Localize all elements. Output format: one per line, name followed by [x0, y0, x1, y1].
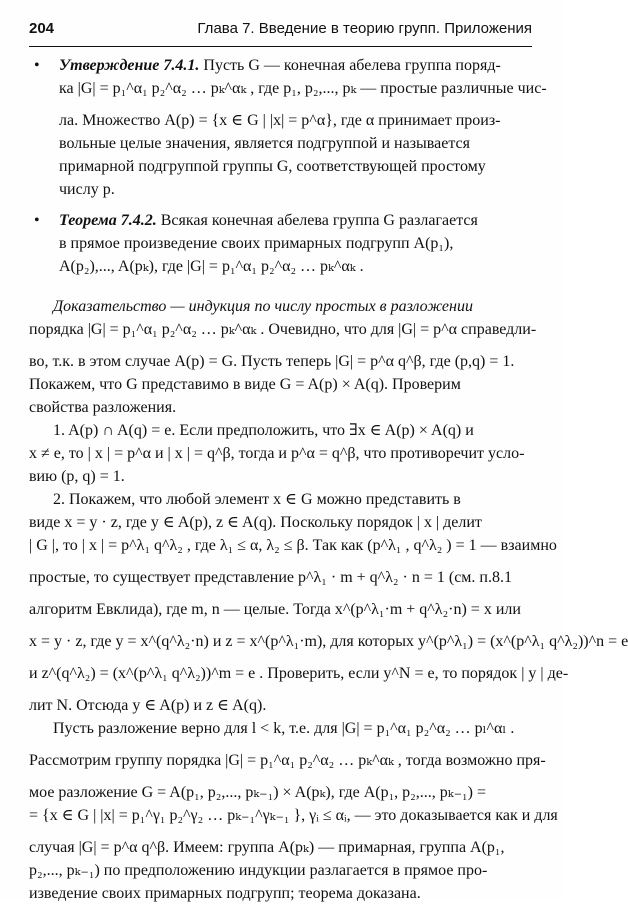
text-run: Всякая конечная абелева группа G разлагается	[156, 212, 478, 229]
text-line: ла. Множество A(p) = {x ∈ G | |x| = p^α}, где α принимает произ-	[59, 112, 501, 129]
text-line: вольные целые значения, является подгруппой и называется	[59, 135, 470, 152]
text-line: p₂,..., pₖ₋₁) по предположению индукции разлагается в прямое про-	[29, 862, 488, 879]
text-run: Пусть G — конечная абелева группа поряд-	[199, 57, 501, 74]
text-line: Рассмотрим группу порядка |G| = p₁^α₁ p₂^α₂ … pₖ^αₖ , тогда возможно пря-	[29, 752, 546, 769]
text-line: и z^(q^λ₂) = (x^(p^λ₁ q^λ₂))^m = e . Проверить, если y^N = e, то порядок | y | де-	[29, 665, 569, 682]
text-line	[29, 297, 532, 320]
text-line: | G |, то | x | = p^λ₁ q^λ₂ , где λ₁ ≤ α, λ₂ ≤ β. Так как (p^λ₁ , q^λ₂ ) = 1 — взаимно	[29, 537, 557, 554]
statement-7-4-1	[29, 56, 547, 203]
proof-line: Доказательство — индукция по числу простых в разложении	[53, 298, 473, 315]
header-rule	[29, 46, 532, 47]
text-line: ка |G| = p₁^α₁ p₂^α₂ … pₖ^αₖ , где p₁, p₂,..., pₖ — простые различные чис-	[59, 80, 547, 97]
statement-heading: Утверждение 7.4.1.	[59, 57, 200, 74]
text-line: x ≠ e, то | x | = p^α и | x | = q^β, тогда и p^α = q^β, что противоречит усло-	[29, 445, 525, 462]
page-header	[29, 20, 532, 46]
running-title: Глава 7. Введение в теорию групп. Приложения	[197, 20, 532, 37]
text-line: порядка |G| = p₁^α₁ p₂^α₂ … pₖ^αₖ . Очевидно, что для |G| = p^α справедли-	[29, 321, 537, 338]
text-line: = {x ∈ G | |x| = p₁^γ₁ p₂^γ₂ … pₖ₋₁^γₖ₋₁ }, γᵢ ≤ αᵢ, — это доказывается как и для	[29, 807, 558, 824]
text-line: Пусть разложение верно для l < k, т.е. для |G| = p₁^α₁ p₂^α₂ … pₗ^αₗ .	[53, 720, 515, 737]
text-line: свойства разложения.	[29, 399, 177, 416]
theorem-7-4-2	[29, 211, 532, 289]
text-line: во, т.к. в этом случае A(p) = G. Пусть теперь |G| = p^α q^β, где (p,q) = 1.	[29, 353, 515, 370]
text-line: x = y · z, где y = x^(q^λ₂·n) и z = x^(p^λ₁·m), для которых y^(p^λ₁) = (x^(p^λ₁ q^λ₂))^n = e	[29, 633, 628, 650]
text-line: алгоритм Евклида), где m, n — целые. Тогда x^(p^λ₁·m + q^λ₂·n) = x или	[29, 601, 521, 618]
text-line: вию (p, q) = 1.	[29, 468, 125, 485]
proof	[29, 297, 628, 907]
text-line: мое разложение G = A(p₁, p₂,..., pₖ₋₁) × A(pₖ), где A(p₁, p₂,..., pₖ₋₁) =	[29, 784, 486, 801]
text-line: Покажем, что G представимо в виде G = A(p) × A(q). Проверим	[29, 376, 461, 393]
text-line: простые, то существует представление p^λ₁ · m + q^λ₂ · n = 1 (см. п.8.1	[29, 569, 512, 586]
text-line: числу p.	[59, 181, 115, 198]
text-line	[59, 56, 532, 79]
text-line: примарной подгруппой группы G, соответствующей простому	[59, 158, 486, 175]
text-line: 1. A(p) ∩ A(q) = e. Если предположить, что ∃x ∈ A(p) × A(q) и	[53, 422, 474, 439]
text-line: виде x = y · z, где y ∈ A(p), z ∈ A(q). Поскольку порядок | x | делит	[29, 514, 482, 531]
text-line: случая |G| = p^α q^β. Имеем: группа A(pₖ) — примарная, группа A(p₁,	[29, 839, 505, 856]
text-line: в прямое произведение своих примарных подгрупп A(p₁),	[59, 235, 454, 252]
text-line: 2. Покажем, что любой элемент x ∈ G можно представить в	[53, 491, 461, 508]
page-body	[29, 56, 628, 907]
page-number: 204	[29, 20, 55, 37]
text-line: A(p₂),..., A(pₖ), где |G| = p₁^α₁ p₂^α₂ … pₖ^αₖ .	[59, 258, 364, 275]
bullet-icon: •	[34, 212, 40, 229]
text-line: изведение своих примарных подгрупп; теорема доказана.	[29, 885, 421, 902]
text-line	[59, 211, 532, 234]
bullet-icon: •	[34, 57, 40, 74]
text-line: лит N. Отсюда y ∈ A(p) и z ∈ A(q).	[29, 697, 267, 714]
theorem-heading: Теорема 7.4.2.	[59, 212, 157, 229]
